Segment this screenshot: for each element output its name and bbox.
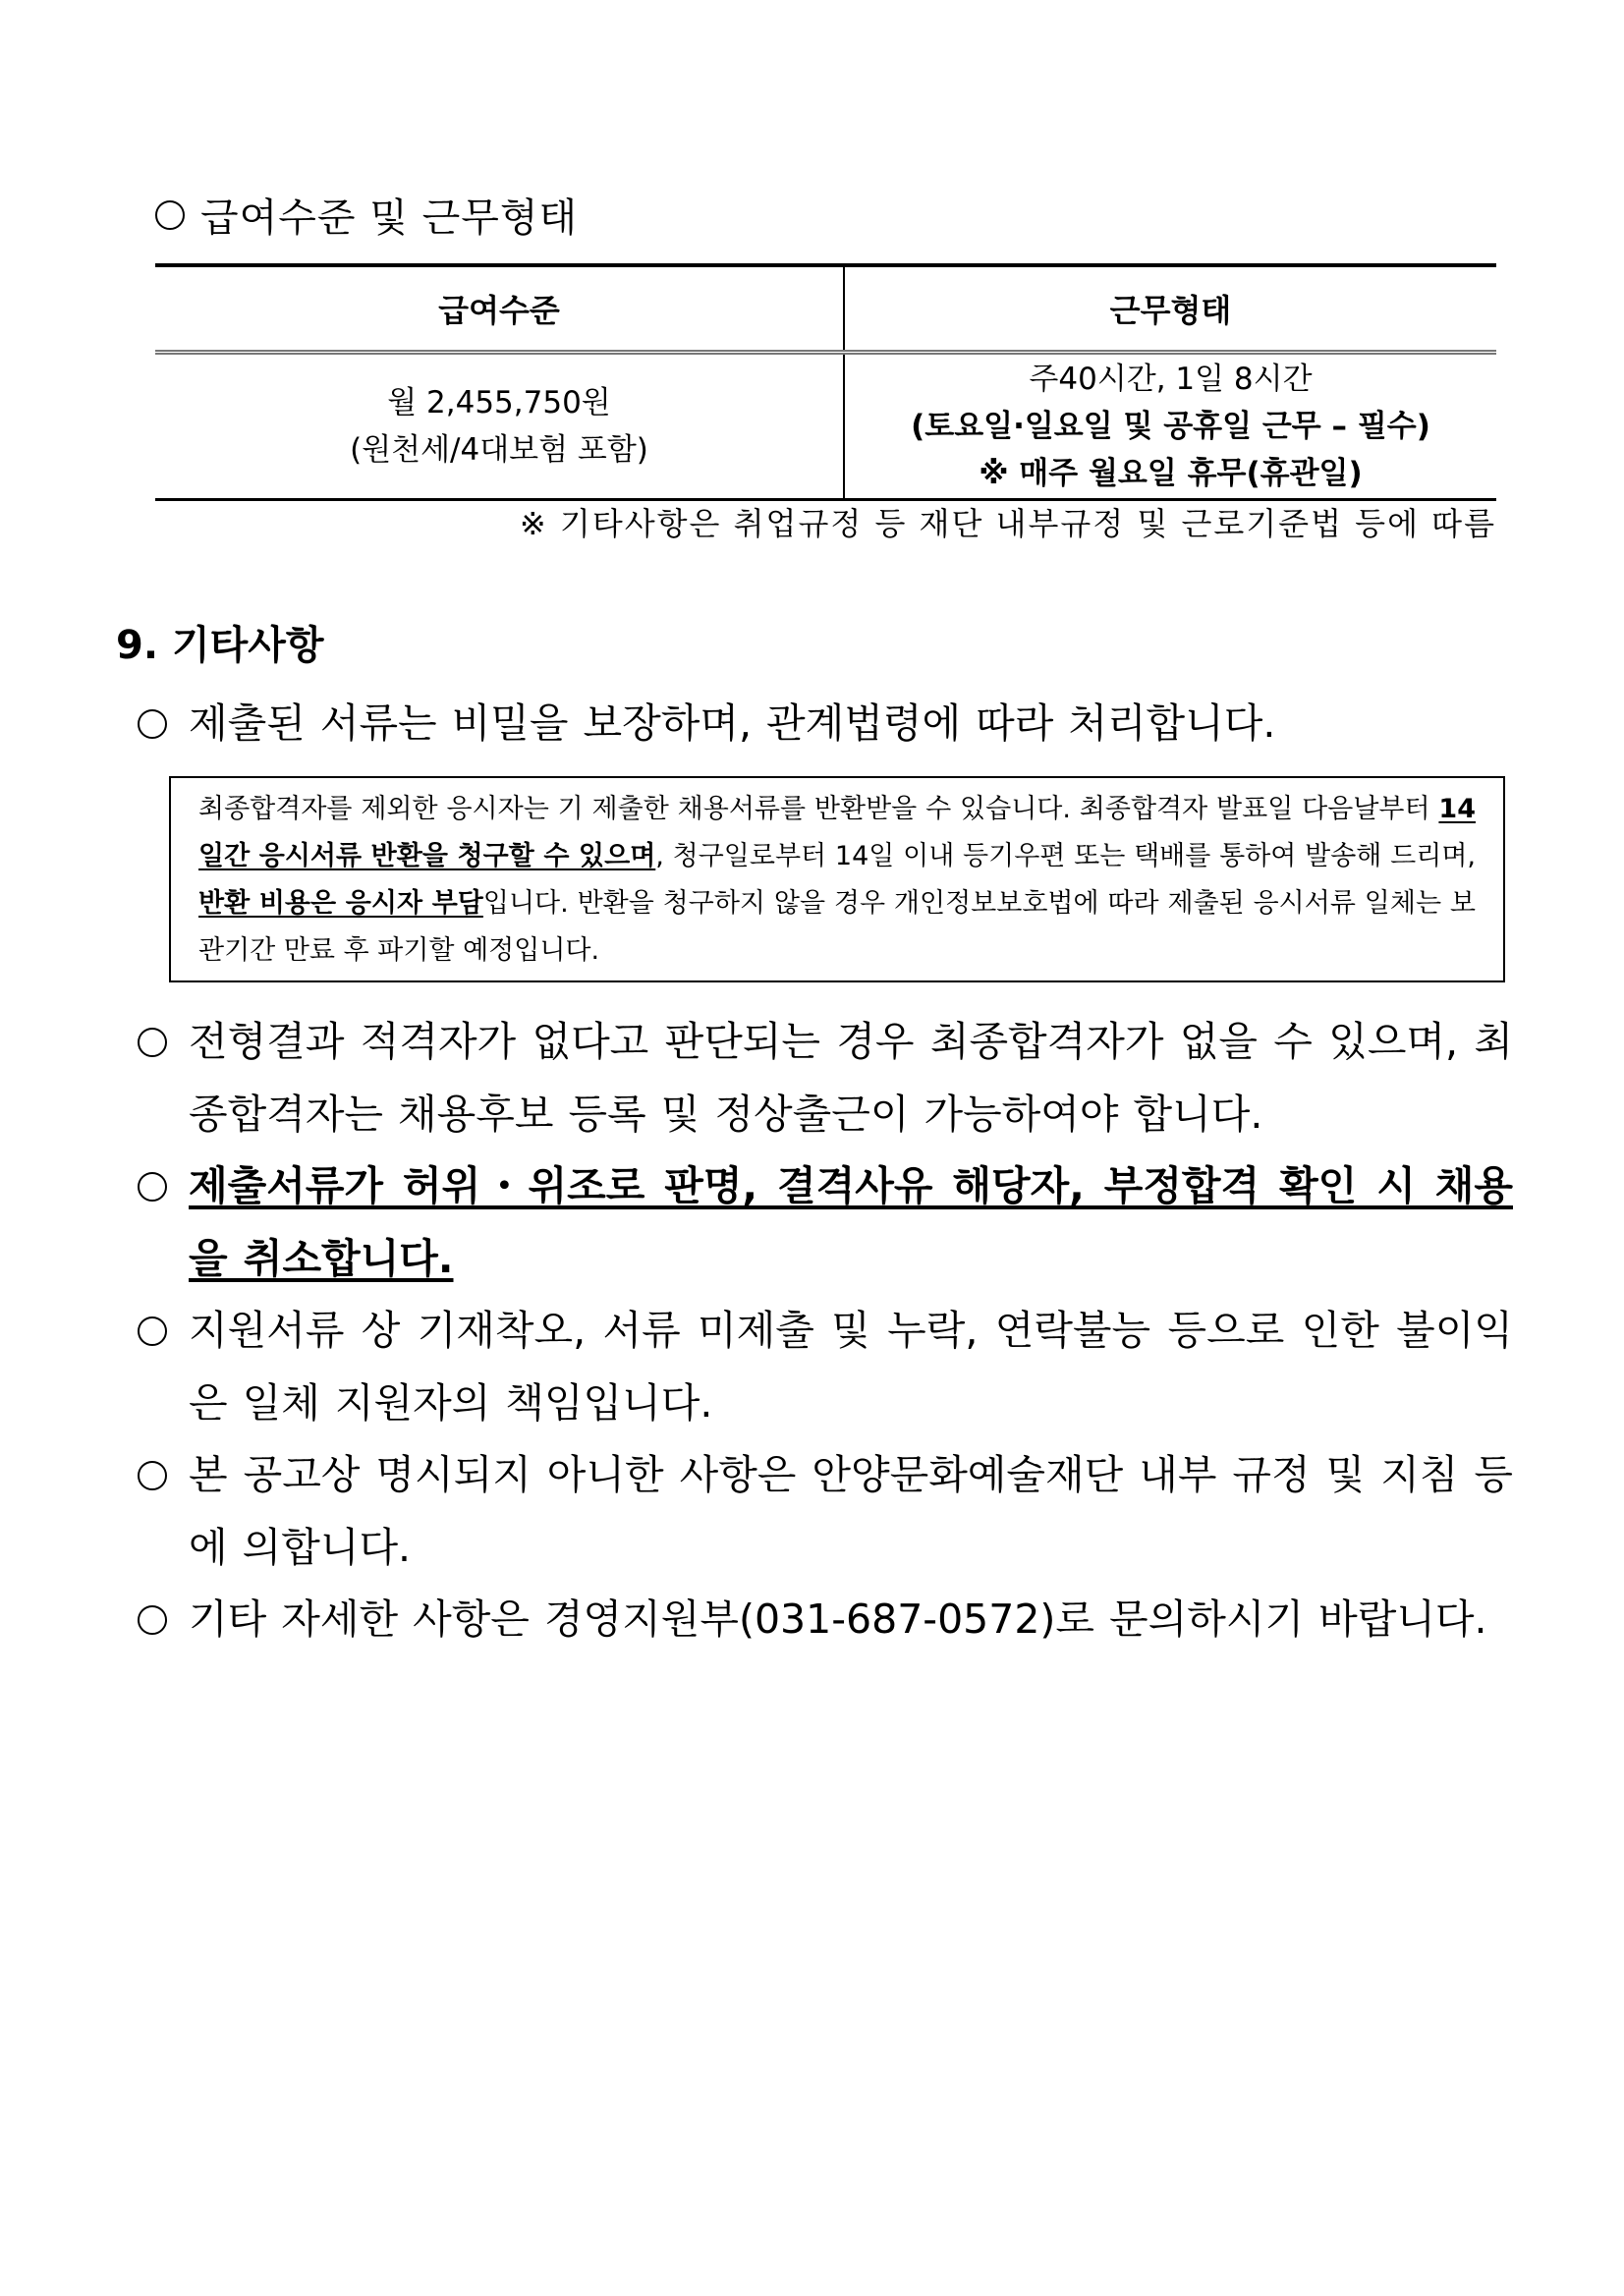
- document-return-notice-box: [169, 776, 1505, 982]
- work-type-header: 근무형태: [844, 265, 1496, 353]
- salary-work-table: [155, 263, 1496, 501]
- bullet-text: 지원서류 상 기재착오, 서류 미제출 및 누락, 연락불능 등으로 인한 불이익은 일체 지원자의 책임입니다.: [189, 1307, 1513, 1427]
- bullet-text: 기타 자세한 사항은 경영지원부(031-687-0572)로 문의하시기 바랍니다.: [189, 1596, 1487, 1643]
- table-header-row: [155, 265, 1496, 353]
- notice-text-part3: 입니다. 반환을 청구하지 않을 경우 개인정보보호법에 따라 제출된 응시서류 일체는 보관기간 만료 후 파기할 예정입니다.: [198, 888, 1476, 966]
- bullet-text: 본 공고상 명시되지 아니한 사항은 안양문화예술재단 내부 규정 및 지침 등에 의합니다.: [189, 1451, 1513, 1571]
- salary-header: 급여수준: [155, 265, 844, 353]
- circle-bullet-icon: [138, 1172, 167, 1202]
- work-hours: 주40시간, 1일 8시간: [1029, 362, 1313, 397]
- bullet-internal-rules: [138, 1438, 1513, 1584]
- table-row: [155, 353, 1496, 500]
- bullet-text: 전형결과 적격자가 없다고 판단되는 경우 최종합격자가 없을 수 있으며, 최종합격자는 채용후보 등록 및 정상출근이 가능하여야 합니다.: [189, 1018, 1513, 1138]
- circle-bullet-icon: [155, 200, 185, 230]
- bullet-text-emphasis: 제출서류가 허위・위조로 판명, 결격사유 해당자, 부정합격 확인 시 채용을 취소합니다.: [189, 1162, 1513, 1282]
- circle-bullet-icon: [138, 1461, 167, 1490]
- salary-note: (원천세/4대보험 포함): [350, 432, 648, 468]
- notice-text-part2: , 청구일로부터 14일 이내 등기우편 또는 택배를 통하여 발송해 드리며,: [655, 841, 1476, 871]
- bullet-text: 제출된 서류는 비밀을 보장하며, 관계법령에 따라 처리합니다.: [189, 700, 1276, 747]
- weekend-work-note: (토요일·일요일 및 공휴일 근무 – 필수): [911, 409, 1430, 444]
- bullet-contact: [138, 1583, 1513, 1655]
- circle-bullet-icon: [138, 1605, 167, 1635]
- circle-bullet-icon: [138, 709, 167, 739]
- circle-bullet-icon: [138, 1028, 167, 1057]
- salary-section-heading: [155, 187, 578, 243]
- salary-cell: [155, 353, 844, 500]
- notice-emphasis-return-period: 14일간 응시서류 반환을 청구할 수 있으며: [198, 794, 1476, 871]
- section9-title: 9. 기타사항: [116, 623, 324, 668]
- notice-text-part1: 최종합격자를 제외한 응시자는 기 제출한 채용서류를 반환받을 수 있습니다. 최종합격자 발표일 다음날부터: [198, 794, 1439, 824]
- table-footnote: ※ 기타사항은 취업규정 등 재단 내부규정 및 근로기준법 등에 따름: [519, 505, 1496, 542]
- day-off-note: ※ 매주 월요일 휴무(휴관일): [979, 456, 1363, 491]
- bullet-applicant-responsibility: [138, 1294, 1513, 1439]
- bullet-confidentiality: [138, 687, 1513, 759]
- notice-emphasis-return-cost: 반환 비용은 응시자 부담: [198, 888, 483, 919]
- bullet-false-documents: [138, 1149, 1513, 1295]
- salary-amount: 월 2,455,750원: [387, 385, 611, 420]
- circle-bullet-icon: [138, 1316, 167, 1346]
- salary-section-heading-text: 급여수준 및 근무형태: [200, 196, 579, 241]
- bullet-no-qualified: [138, 1005, 1513, 1150]
- work-type-cell: [844, 353, 1496, 500]
